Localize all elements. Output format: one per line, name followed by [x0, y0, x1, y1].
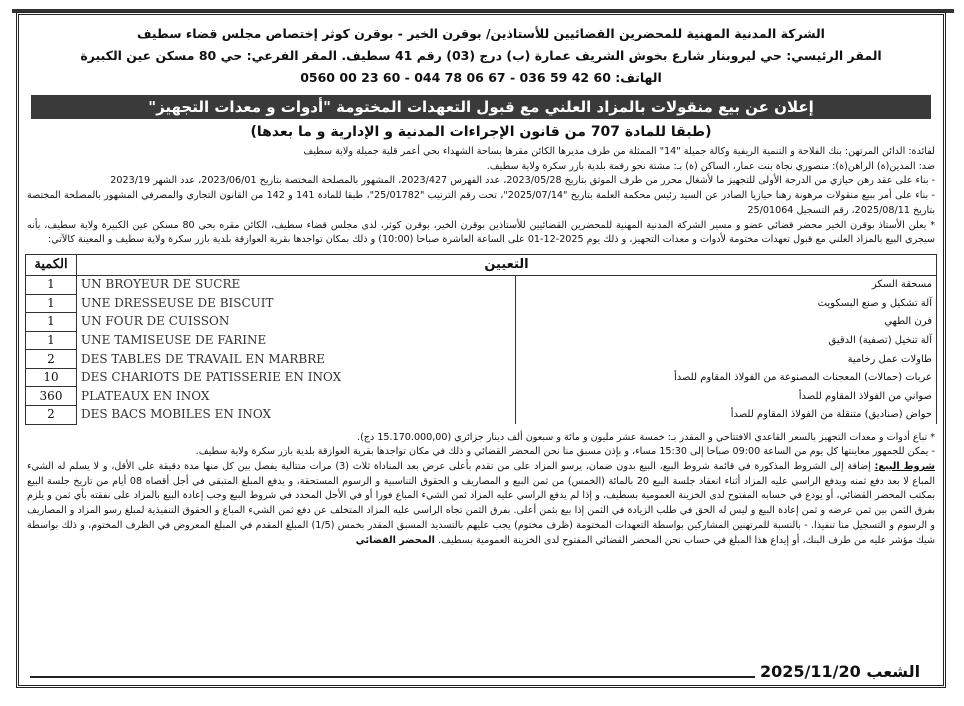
- table-row: [26, 406, 937, 425]
- terms-viewing: - يمكن للجمهور معاينتها كل يوم من الساعة 09:00 صباحا إلى 15:30 مساء، و بإذن مسبق منا نحن المحضر القضائي و ذلك في مكان تواجدها بقرية العوازقة بلدية بازر سكرة ولاية سطيف.: [195, 446, 935, 458]
- designation-fr-cell: UNE DRESSEUSE DE BISCUIT: [77, 294, 516, 313]
- company-address: المقر الرئيسي: حي ليروبنار شارع بخوش الشريف عمارة (ب) درج (03) رقم 41 سطيف. المقر الفرعي: حي 80 مسكن عين الكبيرة: [80, 48, 882, 63]
- designation-fr-cell: UN FOUR DE CUISSON: [77, 313, 516, 332]
- company-phone: الهاتف: 60 42 59 036 - 67 06 78 044 - 60 23 00 0560: [300, 70, 662, 85]
- designation-ar-cell: عربات (حمالات) المعجنات المصنوعة من الفولاذ المقاوم للصدأ: [516, 368, 937, 387]
- designation-ar-cell: مسحقة السكر: [516, 275, 937, 294]
- intro-paragraph: لفائدة: الدائن المرتهن: بنك الفلاحة و التنمية الريفية وكالة جميلة "14" الممثلة من طرف مديرها الكائن مقرها بساحة الشهداء بحي أعمر قلية جميلة ولاية سطيف: [303, 146, 935, 157]
- designation-fr-cell: UN BROYEUR DE SUCRE: [77, 275, 516, 294]
- intro-paragraph: ضد: المدين(ة) الراهن(ة): منصوري نجاة بنت عمار، الساكن (ة) بـ: مشتة نحو رقمة بلدية بازر سكرة ولاية سطيف.: [486, 160, 935, 172]
- designation-fr-cell: PLATEAUX EN INOX: [77, 387, 516, 406]
- items-table: [25, 254, 937, 425]
- table-row: [26, 387, 937, 406]
- designation-fr-cell: DES TABLES DE TRAVAIL EN MARBRE: [77, 350, 516, 369]
- table-row: [26, 331, 937, 350]
- footer-rule: [30, 676, 755, 678]
- designation-ar-cell: آلة تنخيل (تصفية) الدقيق: [516, 331, 937, 350]
- designation-ar-cell: حواض (صناديق) متنقلة من الفولاذ المقاوم للصدأ: [516, 406, 937, 425]
- table-row: [26, 313, 937, 332]
- publication-footer: [760, 662, 920, 681]
- table-row: [26, 294, 937, 313]
- qty-cell: 1: [26, 331, 77, 350]
- table-row: [26, 368, 937, 387]
- qty-cell: 360: [26, 387, 77, 406]
- notice-header: [19, 23, 943, 89]
- qty-cell: 2: [26, 406, 77, 425]
- table-row: [26, 350, 937, 369]
- table-header-row: [26, 254, 937, 275]
- intro-paragraph: - بناء على عقد رهن حيازي من الدرجة الأولى للتجهيز ما لأشغال محرر من طرف الموثق بتاريخ 2023/05/28، عدد الفهرس 2023/427، المشهور بالمصلحة المختصة بتاريخ 2023/06/01، عدد الشهر 2023/19: [110, 175, 935, 187]
- designation-fr-cell: DES CHARIOTS DE PATISSERIE EN INOX: [77, 368, 516, 387]
- company-name: الشركة المدنية المهنية للمحضرين القضائيين للأستاذين/ بوقرن الخير - بوقرن كوثر إختصاص مجلس قضاء سطيف: [137, 26, 825, 41]
- terms-conditions: [27, 460, 935, 548]
- qty-cell: 2: [26, 350, 77, 369]
- qty-cell: 1: [26, 294, 77, 313]
- qty-cell: 1: [26, 313, 77, 332]
- qty-cell: 1: [26, 275, 77, 294]
- notice-title: إعلان عن بيع منقولات بالمزاد العلني مع قبول التعهدات المختومة "أدوات و معدات التجهيز": [31, 95, 931, 119]
- notice-terms: [19, 431, 943, 549]
- designation-fr-cell: UNE TAMISEUSE DE FARINE: [77, 331, 516, 350]
- notice-subtitle: (طبقا للمادة 707 من قانون الإجراءات المدنية و الإدارية و ما بعدها): [250, 124, 712, 140]
- terms-conditions-label: شروط البيع:: [874, 461, 935, 473]
- notice-intro: [19, 145, 943, 248]
- designation-header: التعيين: [77, 254, 937, 275]
- publication-date: 2025/11/20: [760, 662, 861, 681]
- designation-fr-cell: DES BACS MOBILES EN INOX: [77, 406, 516, 425]
- intro-paragraph: * يعلن الأستاذ بوقرن الخير محضر قضائي عضو و مسير الشركة المدنية المهنية للمحضرين القضائيين للأستاذين بوقرن الخير، بوقرن كوثر، لدى مجلس قضاء سطيف، الكائن مقره بحي 80 مسكن عين الكبيرة ولاية سطيف، بأنه سيجري البيع بالمزاد العلني مع قبول تعهدات مختومة لأدوات و معدات التجهيز، و ذلك يوم 2025-12-01 على الساعة العاشرة صباحا (10:00) و ذلك بمكان تواجدها بقرية العوازقة بلدية بازر سكرة ولاية سطيف و المعينة كالآتي:: [27, 219, 936, 246]
- qty-cell: 10: [26, 368, 77, 387]
- terms-conditions-text: إضافة إلى الشروط المذكورة في قائمة شروط البيع، البيع بدون ضمان، يرسو المزاد على من تقدم بأعلى عرض بعد المناداة ثلاث (3) مرات متتالية يفصل بين كل منها مدة دقيقة على الأقل، و لا يسلم له الشيء المباع لا بعد دفع ثمنه ويدفع الراسي عليه المزاد أثناء انعقاد جلسة البيع 20 بالمائة (الخمس) من ثمن البيع و المصاريف و الحقوق التناسبية و الرسوم المستحقة، و يدفع المبلغ المتبقي في أجل أقصاه 08 أيام من تاريخ جلسة البيع بمكتب المحضر القضائي، أو يودع في حسابه المفتوح لدى الخزينة العمومية بسطيف، و إذا لم يدفع الراسي عليه المزاد ثمن الشيء المباع فورا أو في الأجل المحدد في شروط البيع وجب إعادة البيع بالمزاد على نفقته بأي ثمن و يلزم بفرق الثمن بين ثمن عرضه و ثمن إعادة البيع و ليس له الحق في طلب الزيادة في الثمن إذا بيع بثمن أعلى. بفرق الثمن تجاه الراسي عليه المزاد المتخلف عن دفع ثمن الشيء المباع و الحقوق التنفيذية لمبلغ رسو المزاد و المصاريف و الرسوم و التسجيل منا تنفيذا. - بالنسبة للمرتهنين المشاركين بواسطة التعهدات المختومة (ظرف مختوم) يجب عليهم بالتسديد المسبق المقدر بخمس (1/5) المبلغ المقدم في المبلغ المعروض في الظرف المختوم، و ذلك بواسطة شيك مؤشر عليه من طرف البنك، أو إيداع هذا المبلغ في حساب نحن المحضر القضائي المفتوح لدى الخزينة العمومية بسطيف.: [27, 461, 936, 546]
- designation-ar-cell: صواني من الفولاذ المقاوم للصدأ: [516, 387, 937, 406]
- terms-price: * تباع أدوات و معدات التجهيز بالسعر القاعدي الافتتاحي و المقدر بـ: خمسة عشر مليون و مائة و سبعون ألف دينار جزائري (15.170.000,00 دج).: [357, 431, 935, 443]
- qty-header: الكمية: [26, 254, 77, 275]
- designation-ar-cell: آلة تشكيل و صنع البسكويت: [516, 294, 937, 313]
- designation-ar-cell: فرن الطهي: [516, 313, 937, 332]
- intro-paragraph: - بناء على أمر ببيع منقولات مرهونة رهنا حيازيا الصادر عن السيد رئيس محكمة العلمة بتاريخ "2025/07/14"، تحت رقم الترتيب "25/01782"، طبقا للمادة 141 و 142 من القانون التجاري والمصرفي المشهور بالمصلحة المختصة بتاريخ 2025/08/11، رقم التسجيل 25/01064: [27, 190, 935, 216]
- newspaper-name: الشعب: [866, 662, 921, 681]
- table-row: [26, 275, 937, 294]
- signature-bailiff: المحضر القضائي: [355, 534, 435, 546]
- legal-notice: [16, 12, 946, 688]
- designation-ar-cell: طاولات عمل رخامية: [516, 350, 937, 369]
